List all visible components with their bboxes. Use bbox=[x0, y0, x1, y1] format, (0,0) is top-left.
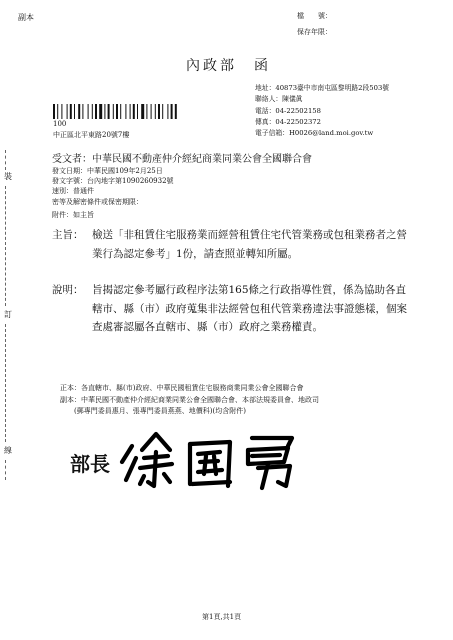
original-recipients: 正本：各直轄市、縣(市)政府、中華民國租賃住宅服務商業同業公會全國聯合會 bbox=[60, 384, 304, 392]
copy-mark: 副本 bbox=[18, 13, 34, 22]
distribution-block bbox=[60, 383, 319, 418]
subject-label: 主旨： bbox=[52, 229, 84, 241]
subject-text: 檢送「非租賃住宅服務業而經營租賃住宅代管業務或包租業務者之營業行為認定參考」1份，請查照並轉知所屬。 bbox=[92, 229, 407, 260]
binding-mark: 線 bbox=[4, 446, 12, 455]
confidentiality: 密等及解密條件或保密期限： bbox=[52, 197, 143, 206]
attachment-line: 附件：如主旨 bbox=[52, 211, 94, 219]
barcode-number: 100 bbox=[53, 120, 67, 128]
binding-line bbox=[5, 186, 6, 306]
copy-recipients-cont: (郵專門委員惠月、張專門委員燕燕、地價科)(均含附件) bbox=[60, 407, 246, 415]
speed-level: 速別：普通件 bbox=[52, 187, 94, 196]
document-number: 發文字號：台內地字第1090260932號 bbox=[52, 177, 174, 186]
contact-email: 電子信箱：H0026@land.moi.gov.tw bbox=[255, 129, 374, 138]
contact-block bbox=[255, 83, 389, 139]
minister-title: 部長 bbox=[70, 452, 110, 476]
minister-signature bbox=[118, 428, 318, 492]
issue-date: 發文日期：中華民國109年2月25日 bbox=[52, 167, 163, 175]
recipient-address: 中正區北平東路20號7樓 bbox=[53, 131, 130, 139]
explanation-label: 說明： bbox=[52, 284, 84, 296]
binding-line-bottom bbox=[5, 460, 6, 480]
file-number-label: 檔 號： bbox=[297, 12, 332, 20]
contact-phone: 電話：04-22502158 bbox=[255, 106, 321, 115]
binding-mark: 裝 bbox=[4, 172, 12, 181]
page-number: 第1頁,共1頁 bbox=[202, 613, 242, 621]
barcode bbox=[53, 104, 236, 119]
contact-person: 聯絡人：陳儀眞 bbox=[255, 95, 303, 104]
explanation-text: 旨揭認定參考屬行政程序法第165條之行政指導性質，係為協助各直轄市、縣（市）政府蒐集非法經營包租代管業務違法事證態樣，個案查處審認屬各直轄市、縣（市）政府之業務權責。 bbox=[92, 284, 407, 333]
contact-address: 地址：40873臺中市南屯區黎明路2段503號 bbox=[255, 84, 390, 92]
copy-recipients: 副本：中華民國不動產仲介經紀商業同業公會全國聯合會、本部法規委員會、地政司 bbox=[60, 395, 319, 404]
retention-label: 保存年限： bbox=[297, 28, 332, 36]
agency-title: 內政部 函 bbox=[186, 58, 271, 74]
binding-mark: 訂 bbox=[4, 310, 12, 319]
contact-fax: 傳真：04-22502372 bbox=[255, 117, 321, 126]
binding-line bbox=[5, 324, 6, 442]
recipient-line: 受文者：中華民國不動產仲介經紀商業同業公會全國聯合會 bbox=[52, 154, 312, 165]
binding-line-top bbox=[5, 150, 6, 170]
document-meta bbox=[52, 166, 174, 207]
